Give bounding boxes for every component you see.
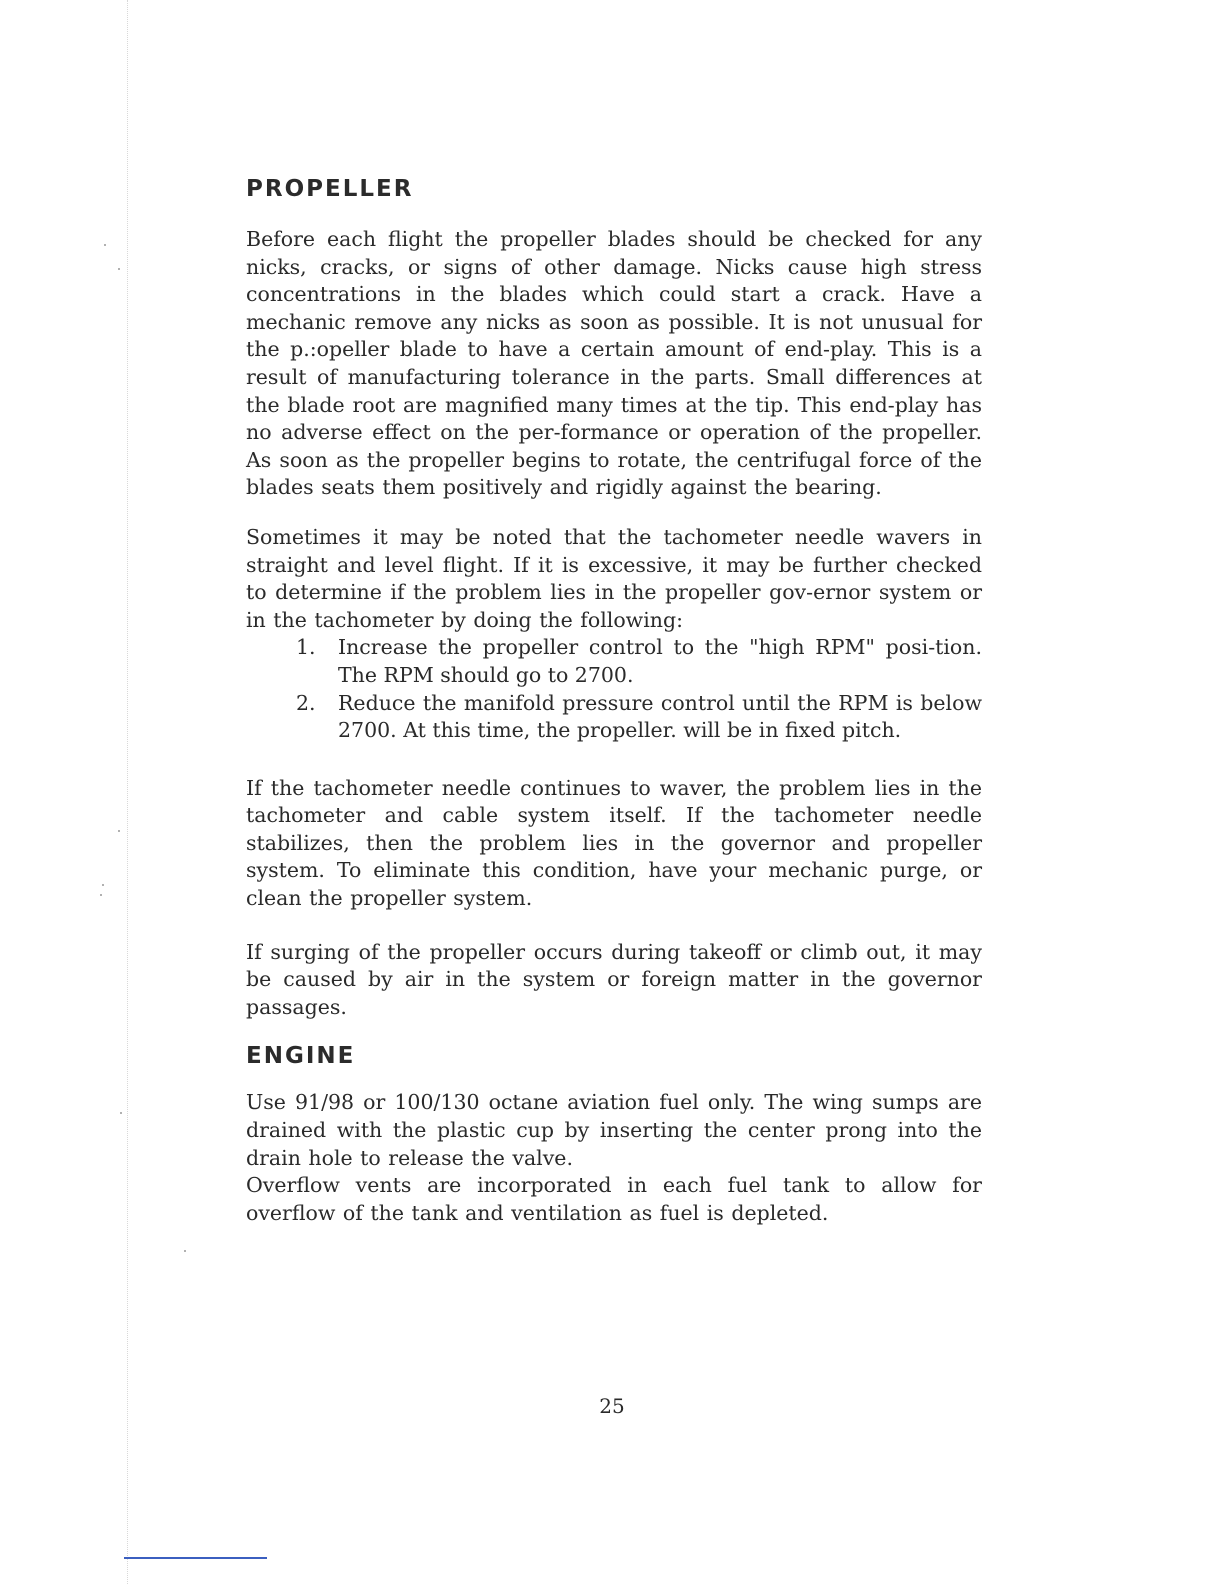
list-item — [296, 690, 982, 745]
paragraph-needle-diagnosis: If the tachometer needle continues to waver, the problem lies in the tachometer and cable system itself. If the tachometer needle stabilizes, then the problem lies in the governor and propeller system. To eliminate this condition, have your mechanic purge, or clean the propeller system. — [246, 775, 982, 911]
step-text: Increase the propeller control to the "high RPM" posi-tion. The RPM should go to 2700. — [338, 635, 982, 687]
bottom-rule — [124, 1557, 267, 1559]
paragraph-overflow-vents: Overflow vents are incorporated in each fuel tank to allow for overflow of the tank and ventilation as fuel is depleted. — [246, 1173, 982, 1225]
paragraph-propeller-surging: If surging of the propeller occurs during takeoff or climb out, it may be caused by air in the system or foreign matter in the governor passages. — [246, 939, 982, 1019]
list-item — [296, 634, 982, 689]
paragraph-fuel-type: Use 91/98 or 100/130 octane aviation fuel only. The wing sumps are drained with the plastic cup by inserting the center prong into the drain hole to release the valve. — [246, 1090, 982, 1170]
section-title-propeller: PROPELLER — [246, 176, 414, 202]
paragraph-propeller-inspection: Before each flight the propeller blades should be checked for any nicks, cracks, or signs of other damage. Nicks cause high stress concentrations in the blades which could start a crack. Have a mechanic remove any nicks as soon as possible. It is not unusual for the p.:opeller blade to have a certain amount of end-play. This is a result of manufacturing tolerance in the parts. Small differences at the blade root are magnified many times at the tip. This end-play has no adverse effect on the per-formance or operation of the propeller. As soon as the propeller begins to rotate, the centrifugal force of the blades seats them positively and rigidly against the bearing. — [246, 227, 982, 500]
text-column — [246, 168, 982, 1227]
procedure-steps — [246, 634, 982, 744]
section-title-engine: ENGINE — [246, 1043, 356, 1070]
step-number: 1. — [296, 635, 316, 660]
step-text: Reduce the manifold pressure control until the RPM is below 2700. At this time, the propeller. will be in fixed pitch. — [338, 690, 982, 743]
scan-left-edge — [127, 0, 128, 1584]
paragraph-tachometer-waver: Sometimes it may be noted that the tachometer needle wavers in straight and level flight. If it is excessive, it may be further checked to determine if the problem lies in the propeller gov-ernor system or in the tachometer by doing the following: — [246, 524, 982, 632]
page-number: 25 — [599, 1394, 625, 1418]
step-number: 2. — [296, 690, 316, 715]
